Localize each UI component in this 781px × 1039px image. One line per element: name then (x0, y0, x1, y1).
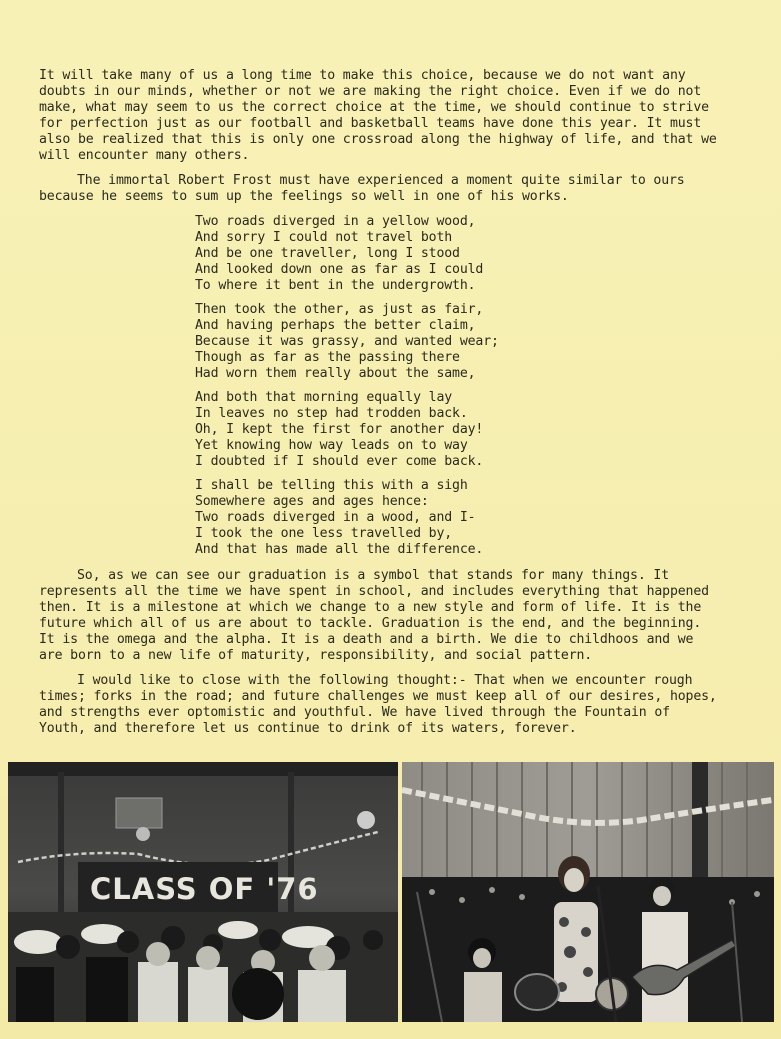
paragraph-3: So, as we can see our graduation is a symbol that stands for many things. It represents all the time we have spent in school, and includes everything that happened then. It is a milestone at which we change to a new style and form of life. It is the future which all of us are about to tackle. Graduation is the end, and the beginning. It is the omega and the alpha. It is a death and a birth. We die to childhoos and we are born to a new life of maturity, responsibility, and social pattern. (39, 568, 709, 663)
poem-line: I took the one less travelled by, (195, 526, 453, 541)
paragraph-1: It will take many of us a long time to make this choice, because we do not want any doubts in our minds, whether or not we are making the right choice. Even if we do not make, what may seem to us the correct choice at the time, we should continue to strive for perfection just as our football and basketball teams have done this year. It must also be realized that this is only one crossroad along the highway of life, and that we will encounter many others. (39, 68, 717, 163)
poem-line: Two roads diverged in a yellow wood, (195, 214, 476, 229)
poem (195, 214, 719, 558)
poem-line: I doubted if I should ever come back. (195, 454, 484, 469)
banquet-photo (8, 762, 398, 1022)
poem-stanza-2 (195, 302, 719, 382)
poem-stanza-4 (195, 478, 719, 558)
poem-line: Yet knowing how way leads on to way (195, 438, 468, 453)
class-banner-text: CLASS OF '76 (90, 872, 319, 906)
speech-text (39, 68, 719, 746)
poem-line: To where it bent in the undergrowth. (195, 278, 476, 293)
poem-line: Oh, I kept the first for another day! (195, 422, 484, 437)
paragraph-2: The immortal Robert Frost must have experienced a moment quite similar to ours because he seems to sum up the feelings so well in one of his works. (39, 173, 685, 204)
poem-line: Two roads diverged in a wood, and I- (195, 510, 476, 525)
paragraph-4: I would like to close with the following thought:- That when we encounter rough times; forks in the road; and future challenges we must keep all of our desires, hopes, and strengths ever optomistic and youthful. We have lived through the Fountain of Youth, and therefore let us continue to drink of its waters, forever. (39, 673, 717, 736)
poem-line: Then took the other, as just as fair, (195, 302, 484, 317)
poem-line: And that has made all the difference. (195, 542, 484, 557)
poem-line: Though as far as the passing there (195, 350, 460, 365)
poem-line: And looked down one as far as I could (195, 262, 484, 277)
poem-line: And having perhaps the better claim, (195, 318, 476, 333)
poem-line: And both that morning equally lay (195, 390, 453, 405)
poem-line: I shall be telling this with a sigh (195, 478, 468, 493)
poem-line: Somewhere ages and ages hence: (195, 494, 429, 509)
poem-stanza-3 (195, 390, 719, 470)
poem-line: In leaves no step had trodden back. (195, 406, 468, 421)
poem-line: And sorry I could not travel both (195, 230, 453, 245)
poem-stanza-1 (195, 214, 719, 294)
poem-line: And be one traveller, long I stood (195, 246, 460, 261)
band-photo (402, 762, 774, 1022)
poem-line: Had worn them really about the same, (195, 366, 476, 381)
poem-line: Because it was grassy, and wanted wear; (195, 334, 499, 349)
